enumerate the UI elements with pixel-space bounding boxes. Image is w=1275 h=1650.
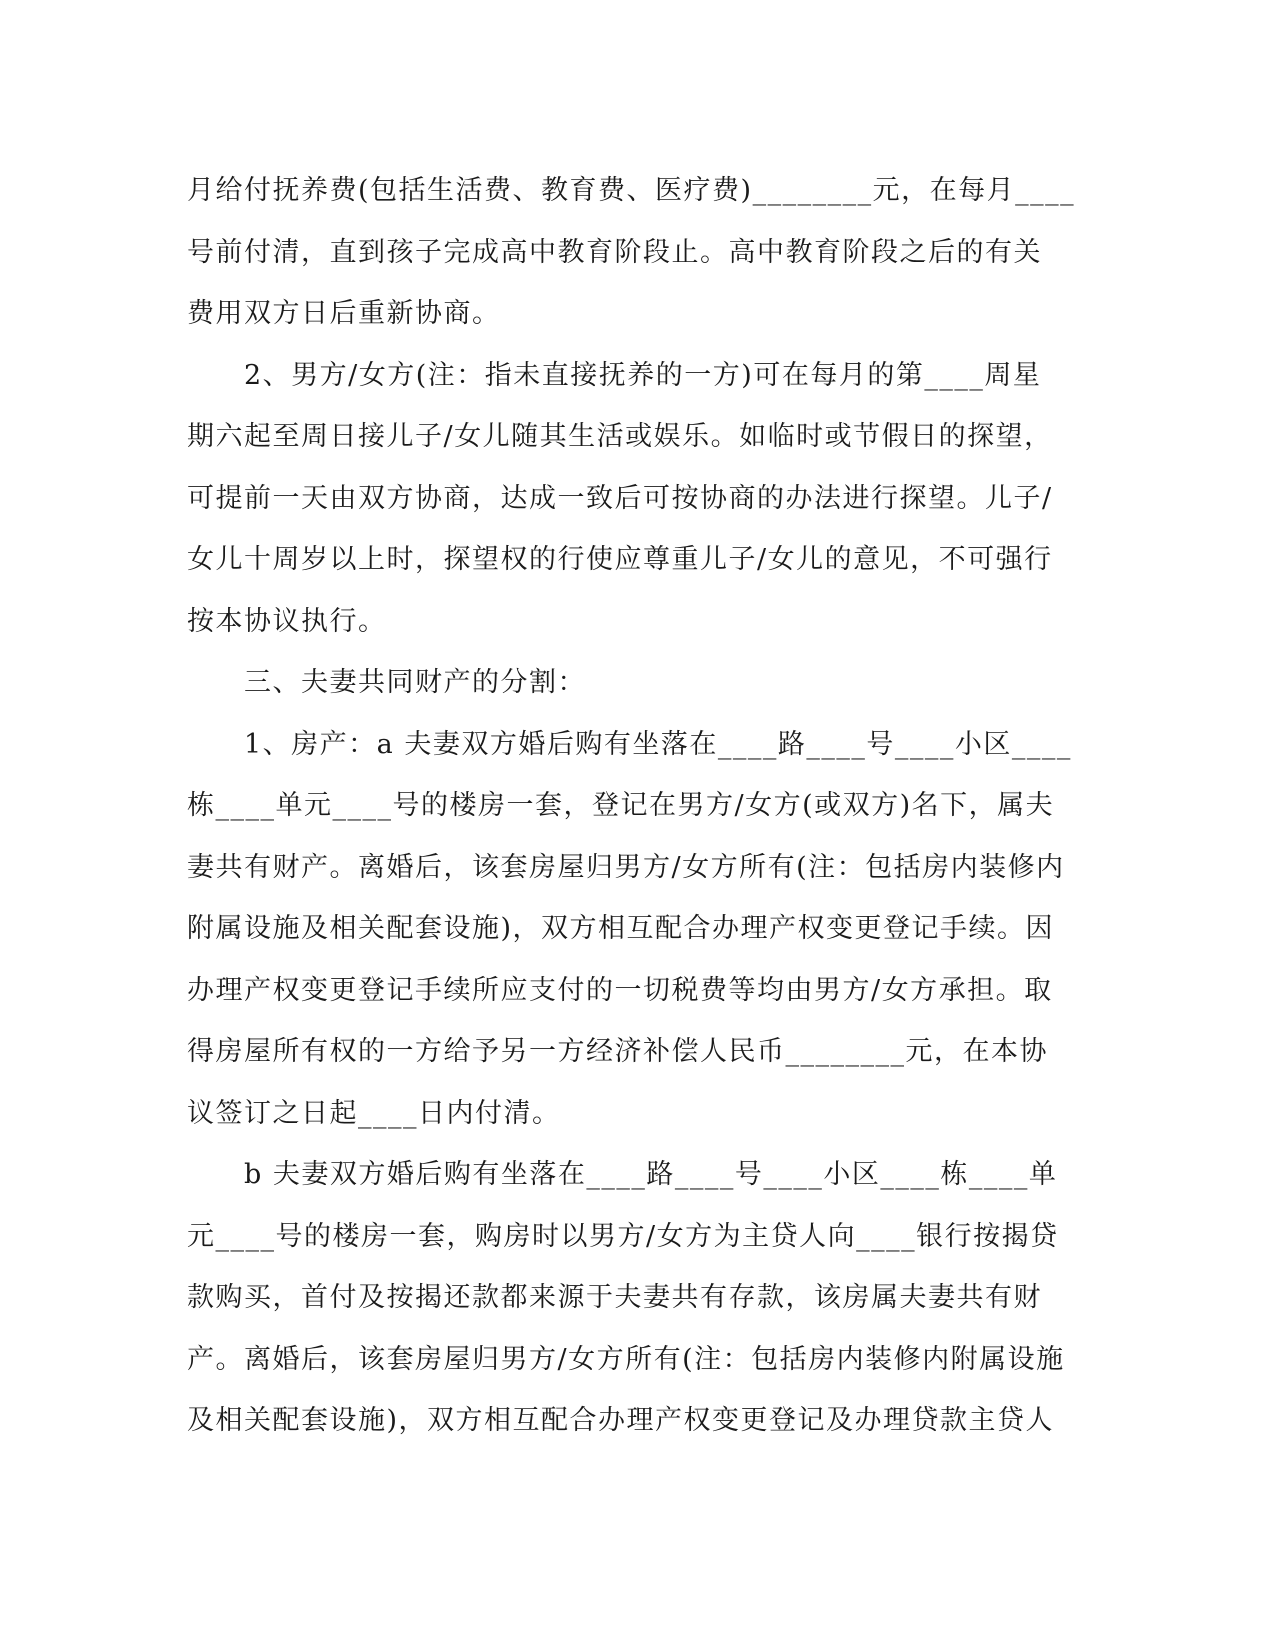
text-line: 号前付清，直到孩子完成高中教育阶段止。高中教育阶段之后的有关 xyxy=(187,236,1042,268)
text-line: 得房屋所有权的一方给予另一方经济补偿人民币________元，在本协 xyxy=(187,1036,1048,1067)
text-line: 月给付抚养费(包括生活费、教育费、医疗费)________元，在每月____ xyxy=(187,175,1076,206)
text-line: 办理产权变更登记手续所应支付的一切税费等均由男方/女方承担。取 xyxy=(187,974,1053,1006)
text-line: 款购买，首付及按揭还款都来源于夫妻共有存款，该房属夫妻共有财 xyxy=(187,1282,1042,1313)
text-line: 1、房产：a 夫妻双方婚后购有坐落在____路____号____小区____ xyxy=(187,728,1072,760)
text-line: 可提前一天由双方协商，达成一致后可按协商的办法进行探望。儿子/ xyxy=(187,482,1053,514)
section-heading: 三、夫妻共同财产的分割： xyxy=(187,667,586,698)
text-line: 女儿十周岁以上时，探望权的行使应尊重儿子/女儿的意见，不可强行 xyxy=(187,544,1053,575)
text-line: 及相关配套设施)，双方相互配合办理产权变更登记及办理贷款主贷人 xyxy=(187,1405,1055,1436)
text-line: 妻共有财产。离婚后，该套房屋归男方/女方所有(注：包括房内装修内 xyxy=(187,851,1065,883)
text-line: 栋____单元____号的楼房一套，登记在男方/女方(或双方)名下，属夫 xyxy=(187,790,1055,821)
text-line: 附属设施及相关配套设施)，双方相互配合办理产权变更登记手续。因 xyxy=(187,913,1055,944)
text-line: 期六起至周日接儿子/女儿随其生活或娱乐。如临时或节假日的探望， xyxy=(187,421,1053,452)
text-line: 按本协议执行。 xyxy=(187,605,387,637)
text-line: 产。离婚后，该套房屋归男方/女方所有(注：包括房内装修内附属设施 xyxy=(187,1343,1065,1375)
text-line: b 夫妻双方婚后购有坐落在____路____号____小区____栋____单 xyxy=(187,1159,1058,1190)
text-line: 议签订之日起____日内付清。 xyxy=(187,1097,561,1129)
text-line: 元____号的楼房一套，购房时以男方/女方为主贷人向____银行按揭贷 xyxy=(187,1220,1059,1252)
text-line: 2、男方/女方(注：指未直接抚养的一方)可在每月的第____周星 xyxy=(187,359,1042,391)
document-body xyxy=(187,160,1087,1452)
text-line: 费用双方日后重新协商。 xyxy=(187,298,501,329)
